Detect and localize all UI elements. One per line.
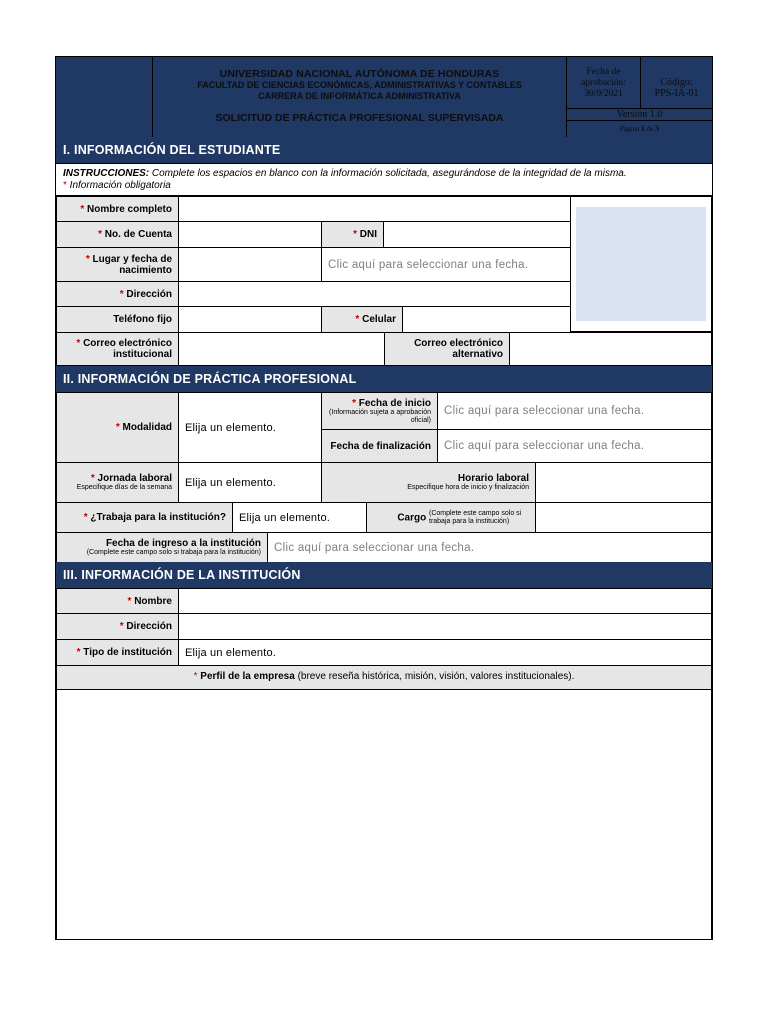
textarea-perfil-empresa[interactable]	[56, 689, 712, 939]
page-number	[567, 121, 712, 137]
date-picker-fecha-finalizacion[interactable]	[437, 429, 712, 463]
select-jornada-laboral[interactable]	[178, 462, 322, 503]
select-tipo-institucion[interactable]	[178, 639, 712, 666]
label-modalidad: * Modalidad	[56, 392, 179, 463]
label-direccion-institucion: * Dirección	[56, 613, 179, 640]
date-picker-fecha-inicio[interactable]	[437, 392, 712, 430]
label-no-cuenta: * No. de Cuenta	[56, 221, 179, 248]
input-correo-alternativo[interactable]	[509, 332, 712, 366]
select-jornada-value: Elija un elemento.	[185, 476, 277, 489]
label-correo-alternativo: Correo electrónico alternativo	[384, 332, 510, 366]
label-dni: * DNI	[321, 221, 384, 248]
section-title-student: I. INFORMACIÓN DEL ESTUDIANTE	[56, 137, 712, 163]
input-celular[interactable]	[402, 306, 571, 333]
faculty-name: FACULTAD DE CIENCIAS ECONÓMICAS, ADMINISTRATIVAS Y CONTABLES	[197, 80, 522, 90]
page-of: de	[646, 125, 654, 133]
form-code-value: PPS-IA-01	[654, 88, 699, 99]
input-cargo[interactable]	[535, 502, 712, 533]
label-direccion: * Dirección	[56, 281, 179, 307]
select-modalidad[interactable]	[178, 392, 322, 463]
input-lugar-nacimiento[interactable]	[178, 247, 322, 282]
form-code	[641, 57, 712, 109]
input-no-cuenta[interactable]	[178, 221, 322, 248]
label-correo-institucional: * Correo electrónico institucional	[56, 332, 179, 366]
label-cargo: Cargo (Complete este campo solo si trabaja para la institución)	[366, 502, 536, 533]
label-fecha-inicio: * Fecha de inicio (Información sujeta a aprobación oficial)	[321, 392, 438, 430]
select-modalidad-value: Elija un elemento.	[185, 421, 277, 434]
input-dni[interactable]	[383, 221, 571, 248]
input-correo-institucional[interactable]	[178, 332, 385, 366]
date-placeholder: Clic aquí para seleccionar una fecha.	[444, 405, 645, 417]
instructions	[56, 163, 712, 196]
university-name: UNIVERSIDAD NACIONAL AUTÓNOMA DE HONDURAS	[219, 68, 500, 80]
approval-date-value: 30/9/2021	[584, 89, 623, 99]
form-sheet	[55, 56, 713, 940]
date-picker-fecha-ingreso[interactable]	[267, 532, 712, 563]
section-title-institution: III. INFORMACIÓN DE LA INSTITUCIÓN	[56, 562, 712, 588]
career-name: CARRERA DE INFORMÁTICA ADMINISTRATIVA	[258, 91, 461, 101]
perfil-description: (breve reseña histórica, misión, visión, valores institucionales).	[294, 671, 575, 682]
required-note: Información obligatoria	[66, 180, 171, 191]
label-lugar-fecha-nacimiento: * Lugar y fecha de nacimiento	[56, 247, 179, 282]
form-code-label: Código:	[660, 77, 693, 88]
section-title-practice: II. INFORMACIÓN DE PRÁCTICA PROFESIONAL	[56, 366, 712, 392]
label-fecha-finalizacion: Fecha de finalización	[321, 429, 438, 463]
input-telefono-fijo[interactable]	[178, 306, 322, 333]
date-placeholder: Clic aquí para seleccionar una fecha.	[274, 541, 475, 554]
label-jornada-laboral: * Jornada laboral Especifique días de la semana	[56, 462, 179, 503]
date-placeholder: Clic aquí para seleccionar una fecha.	[444, 440, 645, 452]
label-nombre-completo: * Nombre completo	[56, 196, 179, 222]
label-telefono-fijo: Teléfono fijo	[56, 306, 179, 333]
page-total: 3	[654, 124, 659, 133]
approval-date-label: Fecha de aprobación:	[581, 67, 626, 88]
input-nombre-institucion[interactable]	[178, 588, 712, 614]
input-direccion[interactable]	[178, 281, 571, 307]
required-mark: *	[63, 180, 67, 191]
photo-placeholder[interactable]	[576, 207, 706, 321]
instructions-title: INSTRUCCIONES:	[63, 168, 150, 179]
label-tipo-institucion: * Tipo de institución	[56, 639, 179, 666]
select-trabaja-value: Elija un elemento.	[239, 511, 331, 524]
form-version: Versión 1.0	[567, 109, 712, 121]
instructions-text: Complete los espacios en blanco con la información solicitada, asegurándose de la integridad de la misma.	[149, 168, 627, 179]
label-fecha-ingreso: Fecha de ingreso a la institución (Complete este campo solo si trabaja para la institución)	[56, 532, 268, 563]
header-titles	[153, 57, 567, 137]
date-placeholder: Clic aquí para seleccionar una fecha.	[328, 258, 529, 271]
page-current: 1	[640, 124, 645, 133]
form-header	[56, 57, 712, 137]
perfil-title: Perfil de la empresa	[200, 671, 295, 682]
input-nombre-completo[interactable]	[178, 196, 571, 222]
label-horario-laboral: Horario laboral Especifique hora de inicio y finalización	[321, 462, 536, 503]
form-title: SOLICITUD DE PRÁCTICA PROFESIONAL SUPERVISADA	[215, 112, 504, 124]
label-perfil-empresa: * Perfil de la empresa (breve reseña histórica, misión, visión, valores institucionales).	[56, 665, 712, 690]
approval-date	[567, 57, 641, 109]
select-trabaja-institucion[interactable]	[232, 502, 367, 533]
page-prefix: Página	[620, 125, 640, 133]
select-tipo-value: Elija un elemento.	[185, 646, 277, 659]
label-celular: * Celular	[321, 306, 403, 333]
label-nombre-institucion: * Nombre	[56, 588, 179, 614]
logo-area	[56, 57, 153, 137]
date-picker-nacimiento[interactable]	[321, 247, 571, 282]
label-trabaja-institucion: * ¿Trabaja para la institución?	[56, 502, 233, 533]
input-horario-laboral[interactable]	[535, 462, 712, 503]
input-direccion-institucion[interactable]	[178, 613, 712, 640]
